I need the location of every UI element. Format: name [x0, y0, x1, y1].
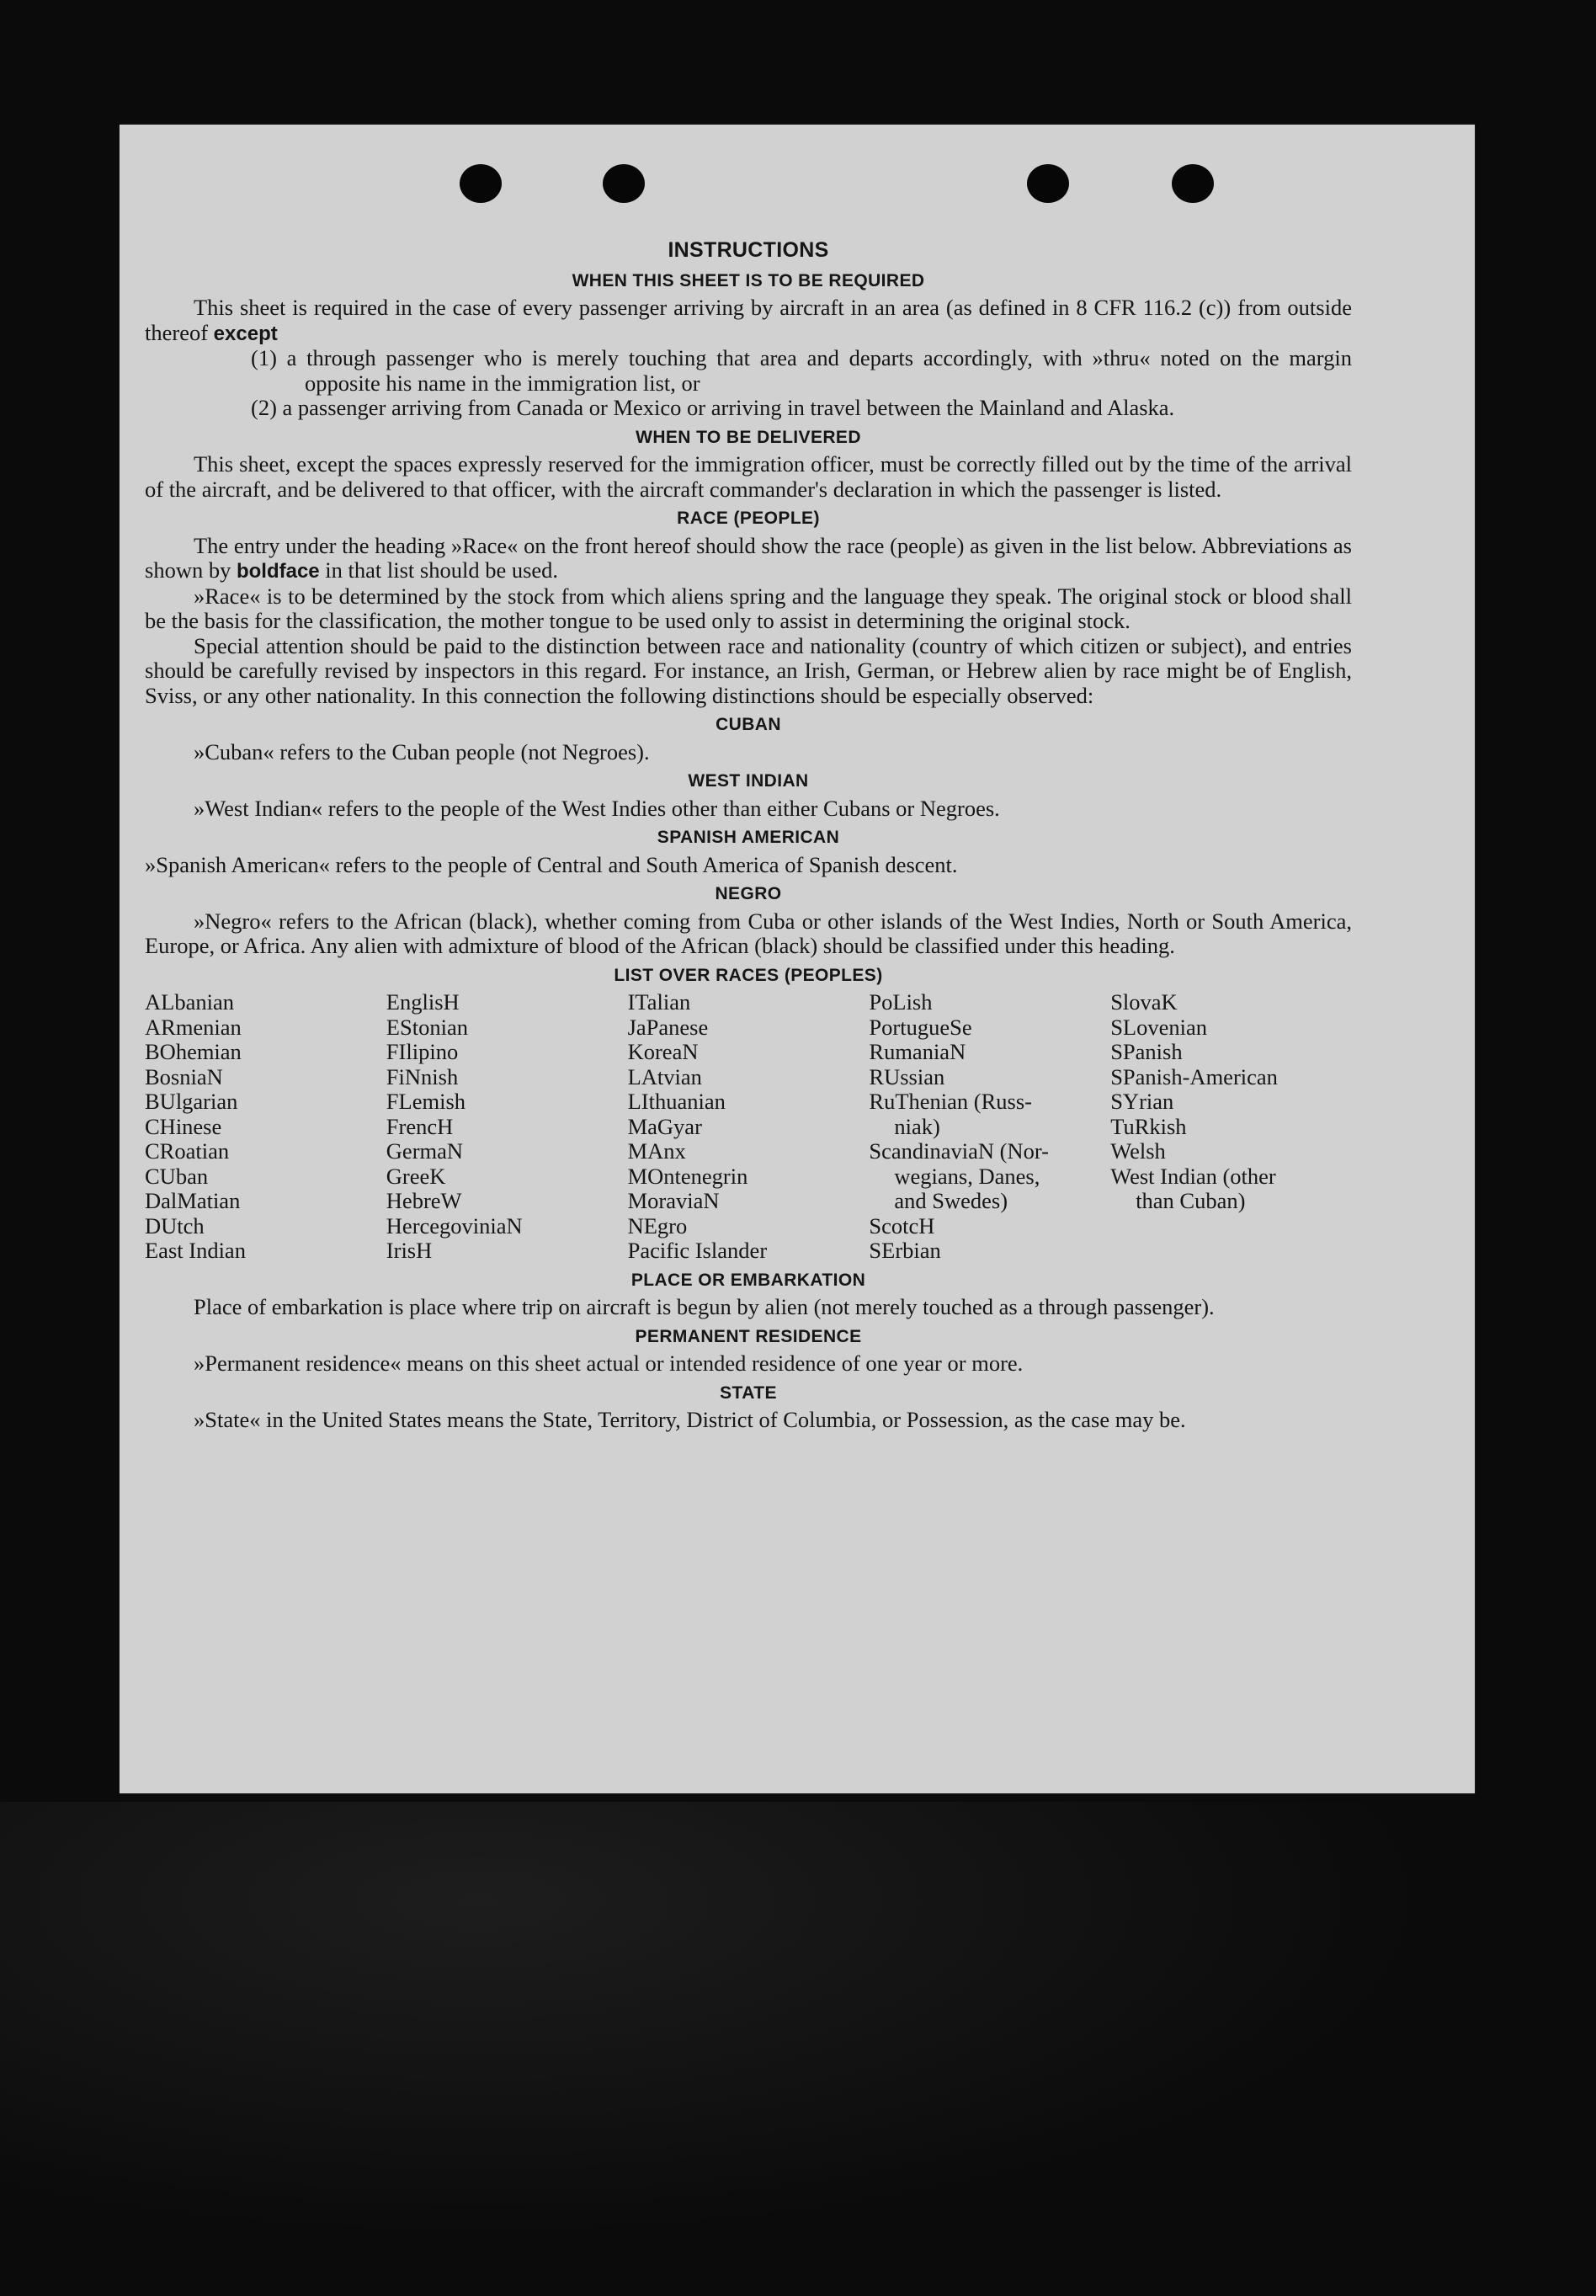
permanent-residence-text: »Permanent residence« means on this sheet actual or intended residence of one year or more.	[194, 1350, 1024, 1376]
heading-list-races: LIST OVER RACES (PEOPLES)	[614, 965, 883, 985]
race-item: Pacific Islander	[627, 1238, 768, 1263]
race-item-continued: niak)	[894, 1113, 940, 1139]
race-column-4	[869, 990, 1110, 1264]
when-required-intro: This sheet is required in the case of every passenger arriving by aircraft in an area (as defined in 8 CFR 116.2 (c)) from outside thereof except	[145, 295, 1352, 345]
race-item: RumaniaN	[869, 1039, 966, 1064]
exception-item-2: (2) a passenger arriving from Canada or Mexico or arriving in travel between the Mainland and Alaska.	[251, 395, 1175, 420]
state-text: »State« in the United States means the State, Territory, District of Columbia, or Possession, as the case may be.	[194, 1407, 1186, 1432]
heading-embarkation: PLACE OR EMBARKATION	[630, 1270, 866, 1290]
west-indian-text: »West Indian« refers to the people of the West Indies other than either Cubans or Negroes.	[194, 795, 1000, 821]
heading-cuban: CUBAN	[716, 715, 781, 734]
race-item: ALbanian	[145, 989, 234, 1015]
race-item-continued: than Cuban)	[1136, 1188, 1246, 1213]
heading-negro: NEGRO	[715, 884, 782, 903]
heading-when-delivered: WHEN TO BE DELIVERED	[636, 427, 861, 447]
race-column-1	[145, 990, 386, 1264]
negro-text: »Negro« refers to the African (black), whether coming from Cuba or other islands of the West Indies, North or South America, Europe, or Africa. Any alien with admixture of blood of the African (black) should be classified under this heading.	[145, 908, 1352, 958]
when-delivered-text: This sheet, except the spaces expressly reserved for the immigration officer, must be correctly filled out by the time of the arrival of the aircraft, and be delivered to that officer, with the aircraft commander's declaration in which the passenger is listed.	[145, 451, 1352, 502]
race-item: DUtch	[145, 1212, 205, 1239]
race-item: SlovaK	[1110, 989, 1178, 1015]
race-item: IrisH	[386, 1238, 433, 1263]
race-item: SLovenian	[1110, 1014, 1207, 1040]
heading-spanish-american: SPANISH AMERICAN	[657, 828, 840, 847]
race-item: CHinese	[145, 1113, 222, 1139]
exception-item-1: (1) a through passenger who is merely touching that area and departs accordingly, with »thru« noted on the margin opposite his name in the immigration list, or	[251, 345, 1352, 396]
race-item: JaPanese	[627, 1014, 709, 1040]
race-item: DalMatian	[145, 1188, 241, 1213]
race-item: RUssian	[869, 1063, 945, 1089]
spanish-american-text: »Spanish American« refers to the people of Central and South America of Spanish descent.	[145, 851, 958, 877]
race-item: FLemish	[386, 1089, 466, 1114]
race-item-continued: wegians, Danes,	[894, 1163, 1040, 1189]
race-item: LAtvian	[627, 1063, 702, 1089]
race-item: ScotcH	[869, 1212, 935, 1239]
race-column-3	[628, 990, 870, 1264]
race-item: MoraviaN	[627, 1188, 720, 1213]
race-item: FiNnish	[386, 1063, 459, 1089]
race-item: CUban	[145, 1163, 209, 1189]
race-item: LIthuanian	[627, 1089, 726, 1114]
race-item: HebreW	[386, 1188, 462, 1213]
race-column-5	[1110, 990, 1352, 1264]
race-item: PoLish	[869, 989, 933, 1015]
heading-when-required: WHEN THIS SHEET IS TO BE REQUIRED	[572, 270, 925, 290]
document-sheet	[120, 125, 1475, 1793]
race-item: SPanish-American	[1110, 1063, 1278, 1089]
heading-permanent-residence: PERMANENT RESIDENCE	[635, 1326, 862, 1346]
race-item: TuRkish	[1110, 1113, 1187, 1139]
race-item: HercegoviniaN	[386, 1212, 523, 1239]
race-item: SErbian	[869, 1238, 941, 1263]
race-item-continued: and Swedes)	[894, 1188, 1008, 1213]
cuban-text: »Cuban« refers to the Cuban people (not Negroes).	[194, 738, 650, 764]
punch-hole	[460, 164, 502, 203]
race-item: BOhemian	[145, 1039, 242, 1064]
race-item: MAnx	[627, 1138, 686, 1164]
race-item: FrencH	[386, 1113, 454, 1139]
race-item: MaGyar	[627, 1113, 702, 1139]
race-paragraph-3: Special attention should be paid to the distinction between race and nationality (country of which citizen or subject), and entries should be carefully revised by inspectors in this regard. For instance, an Irish, German, or Hebrew alien by race might be of English, Sviss, or any other nationality. In this connection the following distinctions should be especially observed:	[145, 632, 1352, 708]
race-item: EnglisH	[386, 989, 460, 1015]
punch-hole	[1172, 164, 1214, 203]
heading-west-indian: WEST INDIAN	[688, 771, 809, 791]
race-item: BUlgarian	[145, 1089, 238, 1114]
race-list-table	[145, 990, 1352, 1264]
race-item: ARmenian	[145, 1014, 242, 1040]
race-item: CRoatian	[145, 1138, 230, 1164]
punch-hole	[1027, 164, 1069, 203]
race-item: BosniaN	[145, 1063, 223, 1089]
race-item: ScandinaviaN (Nor-	[869, 1138, 1049, 1164]
race-item: KoreaN	[627, 1039, 699, 1064]
background-scan-area	[0, 1802, 1596, 2296]
race-item: SPanish	[1110, 1039, 1183, 1064]
race-item: GermaN	[386, 1138, 464, 1164]
instructions-content	[145, 238, 1352, 1433]
race-paragraph-2: »Race« is to be determined by the stock from which aliens spring and the language they speak. The original stock or blood shall be the basis for the classification, the mother tongue to be used only to assist in determining the original stock.	[145, 583, 1352, 633]
race-item: East Indian	[145, 1238, 246, 1263]
race-item: MOntenegrin	[627, 1163, 748, 1189]
race-item: NEgro	[627, 1212, 688, 1239]
race-item: PortugueSe	[869, 1014, 972, 1040]
punch-hole	[603, 164, 645, 203]
race-item: ITalian	[627, 989, 691, 1015]
race-item: West Indian (other	[1110, 1163, 1276, 1189]
heading-race: RACE (PEOPLE)	[677, 509, 820, 528]
race-column-2	[386, 990, 628, 1264]
race-item: SYrian	[1110, 1089, 1174, 1114]
page-title: INSTRUCTIONS	[668, 238, 829, 262]
race-item: Welsh	[1110, 1138, 1166, 1164]
race-item: FIlipino	[386, 1039, 459, 1064]
race-item: GreeK	[386, 1163, 446, 1189]
heading-state: STATE	[720, 1382, 777, 1403]
race-paragraph-1: The entry under the heading »Race« on the front hereof should show the race (people) as given in the list below. Abbreviations as shown by boldface in that list should be used.	[145, 532, 1352, 583]
race-item: EStonian	[386, 1014, 468, 1040]
race-item: RuThenian (Russ-	[869, 1089, 1032, 1114]
embarkation-text: Place of embarkation is place where trip on aircraft is begun by alien (not merely touched as a through passenger).	[194, 1294, 1215, 1319]
